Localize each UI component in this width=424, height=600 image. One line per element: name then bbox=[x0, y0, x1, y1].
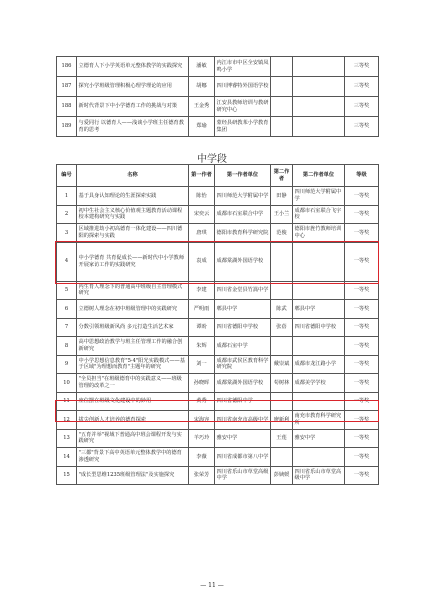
award-grade: 三等奖 bbox=[345, 77, 379, 97]
row-number: 9 bbox=[57, 355, 77, 374]
second-author-unit bbox=[293, 57, 345, 77]
table-header-row bbox=[57, 165, 379, 187]
page-number: — 11 — bbox=[200, 582, 224, 589]
header-second-author-unit: 第二作者单位 bbox=[293, 165, 345, 187]
row-number: 15 bbox=[57, 466, 77, 485]
entry-title: 座位摆在班级文化建设中的妙用 bbox=[77, 392, 189, 411]
second-author: 彭姨媛 bbox=[271, 466, 293, 485]
entry-title: 中小学德育 共育促成长——新时代中小学教师开展家访工作的实践研究 bbox=[77, 242, 189, 281]
second-author-unit: 成都市石室联合飞宇校 bbox=[293, 205, 345, 224]
table-row bbox=[57, 466, 379, 485]
first-author: 王金秀 bbox=[189, 97, 215, 117]
first-author: 胡娜 bbox=[189, 77, 215, 97]
row-number: 4 bbox=[57, 242, 77, 281]
first-author-unit: 成都市石室联合中学 bbox=[215, 205, 271, 224]
row-number: 12 bbox=[57, 411, 77, 430]
award-grade: 三等奖 bbox=[345, 57, 379, 77]
table-row bbox=[57, 448, 379, 467]
award-grade: 一等奖 bbox=[345, 187, 379, 206]
row-number: 13 bbox=[57, 429, 77, 448]
second-author: 苟树林 bbox=[271, 374, 293, 393]
second-author-unit bbox=[293, 392, 345, 411]
table-row bbox=[57, 318, 379, 337]
row-number: 2 bbox=[57, 205, 77, 224]
table-row bbox=[57, 224, 379, 243]
second-author-unit bbox=[293, 337, 345, 356]
table-row bbox=[57, 337, 379, 356]
row-number: 7 bbox=[57, 318, 77, 337]
header-first-author-unit: 第一作者单位 bbox=[215, 165, 271, 187]
award-grade: 一等奖 bbox=[345, 300, 379, 319]
entry-title: "全员担当"在班级德育中的实践意义——班级管理的改革之一 bbox=[77, 374, 189, 393]
first-author: 李薇 bbox=[189, 448, 215, 467]
first-author-unit: 德阳市教育科学研究院 bbox=[215, 224, 271, 243]
second-author bbox=[271, 448, 293, 467]
first-author: 宋奕云 bbox=[189, 205, 215, 224]
first-author: 朱辉 bbox=[189, 337, 215, 356]
second-author-unit bbox=[293, 448, 345, 467]
table-row bbox=[57, 205, 379, 224]
first-author-unit: 四川省金堂县竹篙中学 bbox=[215, 281, 271, 300]
second-author-unit: 雅安中学 bbox=[293, 429, 345, 448]
second-author: 田静 bbox=[271, 187, 293, 206]
second-author-unit: 南充市教育科学研究所 bbox=[293, 411, 345, 430]
award-grade: 一等奖 bbox=[345, 466, 379, 485]
table-row bbox=[57, 57, 379, 77]
first-author-unit: 四川省德阳中学校 bbox=[215, 318, 271, 337]
first-author-unit: 四川博睿特外国语学校 bbox=[215, 77, 271, 97]
second-author bbox=[271, 77, 293, 97]
second-author: 陈武 bbox=[271, 300, 293, 319]
table-row bbox=[57, 411, 379, 430]
award-grade: 三等奖 bbox=[345, 97, 379, 117]
first-author: 黄秀 bbox=[189, 392, 215, 411]
middle-school-award-table bbox=[56, 164, 379, 485]
header-name: 名称 bbox=[77, 165, 189, 187]
second-author-unit bbox=[293, 242, 345, 281]
second-author-unit: 四川师范大学附属中学 bbox=[293, 187, 345, 206]
award-grade: 一等奖 bbox=[345, 411, 379, 430]
entry-title: 区域推进劫小初高德育一体化建设——四川德阳的探索与实践 bbox=[77, 224, 189, 243]
first-author-unit: 成都石室中学 bbox=[215, 337, 271, 356]
second-author-unit: 成都市龙江路小学 bbox=[293, 355, 345, 374]
first-author: 羊巧玲 bbox=[189, 429, 215, 448]
table-row bbox=[57, 117, 379, 137]
award-grade: 一等奖 bbox=[345, 281, 379, 300]
first-author: 潘敏 bbox=[189, 57, 215, 77]
row-number: 3 bbox=[57, 224, 77, 243]
table-row bbox=[57, 281, 379, 300]
entry-title: 初中生社会主义核心价值观主题教育活动课程校本建构研究与实践 bbox=[77, 205, 189, 224]
entry-title: 中小学思想信息教育"5·4"阳光实践模式——基于区域"为理想而教育"主题年的研究 bbox=[77, 355, 189, 374]
row-number: 187 bbox=[57, 77, 77, 97]
award-grade: 一等奖 bbox=[345, 448, 379, 467]
first-author-unit: 四川省成都市第八中学 bbox=[215, 448, 271, 467]
first-author: 郑瑜 bbox=[189, 117, 215, 137]
first-author-unit: 蒙经县研教苯小学教育集团 bbox=[215, 117, 271, 137]
second-author: 范俊 bbox=[271, 224, 293, 243]
second-author-unit bbox=[293, 281, 345, 300]
second-author-unit: 德阳市旌竹教师培训中心 bbox=[293, 224, 345, 243]
row-number: 8 bbox=[57, 337, 77, 356]
second-author: 王小兰 bbox=[271, 205, 293, 224]
second-author: 张蓓 bbox=[271, 318, 293, 337]
second-author bbox=[271, 242, 293, 281]
second-author-unit: 四川省乐山市草堂高级中学 bbox=[293, 466, 345, 485]
row-number: 6 bbox=[57, 300, 77, 319]
entry-title: 分数引领班级新风尚 多元打造生活艺术家 bbox=[77, 318, 189, 337]
first-author-unit: 四川省德阳中学 bbox=[215, 392, 271, 411]
row-number: 14 bbox=[57, 448, 77, 467]
first-author: 宋海容 bbox=[189, 411, 215, 430]
first-author: 陈怡 bbox=[189, 187, 215, 206]
entry-title: 高中思想政治教学与班主任管理工作的融合创新研究 bbox=[77, 337, 189, 356]
second-author bbox=[271, 117, 293, 137]
second-author bbox=[271, 392, 293, 411]
award-grade: 一等奖 bbox=[345, 392, 379, 411]
first-author: 谭盼 bbox=[189, 318, 215, 337]
first-author: 孙晓晖 bbox=[189, 374, 215, 393]
header-grade: 等级 bbox=[345, 165, 379, 187]
second-author: 廖新利 bbox=[271, 411, 293, 430]
entry-title: 拔尖创新人才培养的德育探索 bbox=[77, 411, 189, 430]
second-author: 戴崇斌 bbox=[271, 355, 293, 374]
first-author-unit: 四川师范大学附属中学 bbox=[215, 187, 271, 206]
row-number: 11 bbox=[57, 392, 77, 411]
first-author-unit: 成都棠湖外国语学校 bbox=[215, 242, 271, 281]
second-author bbox=[271, 97, 293, 117]
table-row bbox=[57, 242, 379, 281]
header-first-author: 第一作者 bbox=[189, 165, 215, 187]
first-author: 张荣芳 bbox=[189, 466, 215, 485]
award-grade: 一等奖 bbox=[345, 224, 379, 243]
table-row bbox=[57, 429, 379, 448]
first-author: 唐琪 bbox=[189, 224, 215, 243]
first-author-unit: 江安县教师培训与教研研究中心 bbox=[215, 97, 271, 117]
award-grade: 一等奖 bbox=[345, 429, 379, 448]
table-row bbox=[57, 97, 379, 117]
entry-title: 立德树人理念在初中班级管理中的实践研究 bbox=[77, 300, 189, 319]
first-author-unit: 四川省南充市高级中学 bbox=[215, 411, 271, 430]
second-author: 王莲 bbox=[271, 429, 293, 448]
row-number: 1 bbox=[57, 187, 77, 206]
award-grade: 一等奖 bbox=[345, 337, 379, 356]
second-author-unit: 成都美学学校 bbox=[293, 374, 345, 393]
entry-title: "五育并举"视域下普通高中班会课程开发与实践研究 bbox=[77, 429, 189, 448]
first-author: 李建 bbox=[189, 281, 215, 300]
first-author-unit: 内江市市中区全安镇凤鸣小学 bbox=[215, 57, 271, 77]
table-row bbox=[57, 187, 379, 206]
first-author-unit: 雅安中学 bbox=[215, 429, 271, 448]
entry-title: "成长型思维1235班级管理法"及实施探究 bbox=[77, 466, 189, 485]
second-author bbox=[271, 281, 293, 300]
row-number: 5 bbox=[57, 281, 77, 300]
table-row bbox=[57, 300, 379, 319]
first-author-unit: 成都市武侯区教育科学研究院 bbox=[215, 355, 271, 374]
table-row bbox=[57, 355, 379, 374]
first-author: 袁成 bbox=[189, 242, 215, 281]
entry-title: 探究小学班级管理积极心理学理论的应用 bbox=[77, 77, 189, 97]
award-grade: 一等奖 bbox=[345, 355, 379, 374]
section-title: 中学段 bbox=[197, 154, 227, 165]
header-no: 编号 bbox=[57, 165, 77, 187]
table-row bbox=[57, 392, 379, 411]
second-author bbox=[271, 57, 293, 77]
first-author-unit: 四川省乐山市草堂高级中学 bbox=[215, 466, 271, 485]
row-number: 189 bbox=[57, 117, 77, 137]
entry-title: 新时代背景下中小学德育工作的挑战与对策 bbox=[77, 97, 189, 117]
second-author-unit bbox=[293, 117, 345, 137]
entry-title: 立德育人下小学英语单元整体教学的实践探究 bbox=[77, 57, 189, 77]
table-row bbox=[57, 374, 379, 393]
table-row bbox=[57, 77, 379, 97]
row-number: 10 bbox=[57, 374, 77, 393]
entry-title: 与爱同行 以德育人——浅谈小学班主任德育教育的思考 bbox=[77, 117, 189, 137]
award-grade: 一等奖 bbox=[345, 374, 379, 393]
first-author: 严明雨 bbox=[189, 300, 215, 319]
entry-title: "三都"背景下高中英语单元整体教学中的德育渗透研究 bbox=[77, 448, 189, 467]
previous-page-award-table bbox=[56, 56, 379, 137]
award-grade: 一等奖 bbox=[345, 242, 379, 281]
second-author-unit: 四川省德阳中学校 bbox=[293, 318, 345, 337]
first-author: 刘一 bbox=[189, 355, 215, 374]
row-number: 188 bbox=[57, 97, 77, 117]
second-author-unit: 郫县中学 bbox=[293, 300, 345, 319]
first-author-unit: 成都棠湖外国语学校 bbox=[215, 374, 271, 393]
row-number: 186 bbox=[57, 57, 77, 77]
award-grade: 一等奖 bbox=[345, 205, 379, 224]
second-author-unit bbox=[293, 97, 345, 117]
award-grade: 一等奖 bbox=[345, 318, 379, 337]
second-author-unit bbox=[293, 77, 345, 97]
award-grade: 三等奖 bbox=[345, 117, 379, 137]
header-second-author: 第二作者 bbox=[271, 165, 293, 187]
first-author-unit: 郫县中学 bbox=[215, 300, 271, 319]
entry-title: 内生育人理念下的普通高中班级自主管理模式研究 bbox=[77, 281, 189, 300]
second-author bbox=[271, 337, 293, 356]
entry-title: 基于具身认知理论的生涯探索实践 bbox=[77, 187, 189, 206]
